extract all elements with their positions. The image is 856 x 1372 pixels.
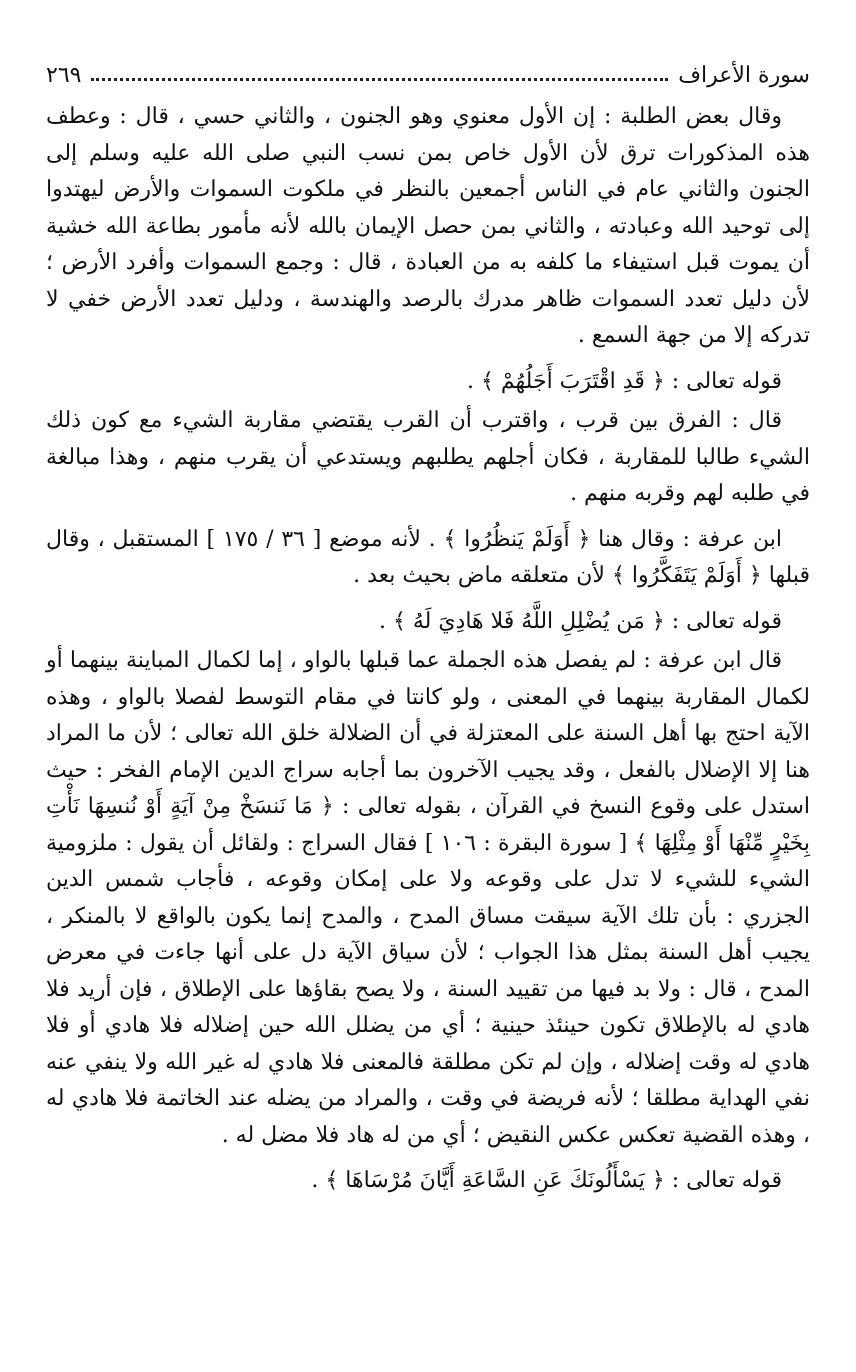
quran-verse: ﴿ مَن يُضْلِلِ اللَّهُ فَلا هَادِيَ لَهُ ﴾ [392,608,665,634]
paragraph-text: . [467,368,482,394]
paragraph-text: لأن متعلقه ماض بحيث بعد . [353,563,612,588]
quran-verse: ﴿ أَوَلَمْ يَتَفَكَّرُوا ﴾ [611,563,762,588]
paragraph-commentary [46,522,810,595]
paragraph-verse-heading [46,604,810,641]
paragraph-commentary [46,643,810,1154]
paragraph-commentary [46,99,810,355]
quran-verse: ﴿ أَوَلَمْ يَنظُرُوا ﴾ [443,526,591,552]
paragraph-verse-heading [46,1163,810,1200]
paragraph-commentary [46,403,810,513]
page-number: ٢٦٩ [46,62,82,88]
document-page [46,55,810,1203]
header-leader-dots [91,78,668,81]
paragraph-text: وقال بعض الطلبة : إن الأول معنوي وهو الجنون ، والثاني حسي ، قال : وعطف هذه المذكورات ترق لأن الأول خاص بمن نسب النبي صلى الله عليه وسلم إلى الجنون والثاني عام في الناس أجمعين بالنظر في ملكوت السموات والأرض ليهتدوا إلى توحيد الله وعبادته ، والثاني بمن حصل الإيمان بالله لأنه مأمور بطاعة الله خشية أن يموت قبل استيفاء ما كلفه به من العبادة ، قال : وجمع السموات وأفرد الأرض ؛ لأن دليل تعدد السموات ظاهر مدرك بالرصد والهندسة ، ودليل تعدد الأرض خفي لا تدركه إلا من جهة السمع . [46,104,810,348]
paragraph-text: قوله تعالى : [664,1168,782,1193]
paragraph-text: ابن عرفة : وقال هنا [590,526,783,552]
surah-title: سورة الأعراف [678,62,810,88]
paragraph-text: [ سورة البقرة : ١٠٦ ] فقال السراج : ولقائل أن يقول : ملزومية الشيء للشيء لا تدل على وقوعه ولا على إمكان وقوعه ، فأجاب شمس الدين الجزري : بأن تلك الآية سيقت مساق المدح ، والمدح إنما يكون بالواقع لا بالمنكر ، يجيب أهل السنة بمثل هذا الجواب ؛ لأن سياق الآية دل على أنها جاءت في معرض المدح ، قال : ولا بد فيها من تقييد السنة ، ولا يصح بقاؤها على الإطلاق ، فإن أريد فلا هادي له بالإطلاق تكون حينئذ حينية ؛ أي من يضلل الله حين إضلاله فلا هادي أو فلا هادي له وقت إضلاله ، وإن لم تكن مطلقة فالمعنى فلا هادي له غير الله ولا ينفي عنه نفي الهداية مطلقا ؛ لأنه فريضة في وقت ، والمراد من يضله عند الخاتمة فلا هادي له ، وهذه القضية تعكس عكس النقيض ؛ أي من له هاد فلا مضل له . [46,830,810,1148]
paragraph-verse-heading [46,364,810,401]
paragraph-text: . [378,608,393,634]
paragraph-text: قال ابن عرفة : لم يفصل هذه الجملة عما قبلها بالواو ، إما لكمال المباينة بينهما أو لكمال المقاربة بينهما في المعنى ، ولو كانتا في مقام التوسط لفصلا بالواو ، وهذه الآية احتج بها أهل السنة على المعتزلة في أن الضلالة خلق الله تعالى ؛ لأن ما المراد هنا إلا الإضلال بالفعل ، وقد يجيب الآخرون بما أجابه سراج الدين الإمام الفخر : حيث استدل على وقوع النسخ في القرآن ، بقوله تعالى : [46,648,810,819]
paragraph-text: . [311,1168,326,1193]
paragraph-text: . لأنه موضع [ ٣٦ / ١٧٥ ] المستقبل ، وقال قبلها [46,526,810,588]
quran-verse: ﴿ مَا نَنسَخْ مِنْ آيَةٍ أَوْ نُنسِهَا نَأْتِ بِخَيْرٍ مِّنْهَا أَوْ مِثْلِهَا ﴾ [46,794,810,856]
paragraph-text: قوله تعالى : [664,608,782,634]
running-header [46,55,810,95]
paragraph-text: قوله تعالى : [664,368,782,394]
paragraph-text: قال : الفرق بين قرب ، واقترب أن القرب يقتضي مقاربة الشيء مع كون ذلك الشيء طالبا للمقاربة ، فكان أجلهم يطلبهم ويستدعي أن يقرب منهم ، وهذا مبالغة في طلبه لهم وقربه منهم . [46,408,810,506]
quran-verse: ﴿ يَسْأَلُونَكَ عَنِ السَّاعَةِ أَيَّانَ مُرْسَاهَا ﴾ [325,1168,665,1193]
quran-verse: ﴿ قَدِ اقْتَرَبَ أَجَلُهُمْ ﴾ [481,368,665,394]
